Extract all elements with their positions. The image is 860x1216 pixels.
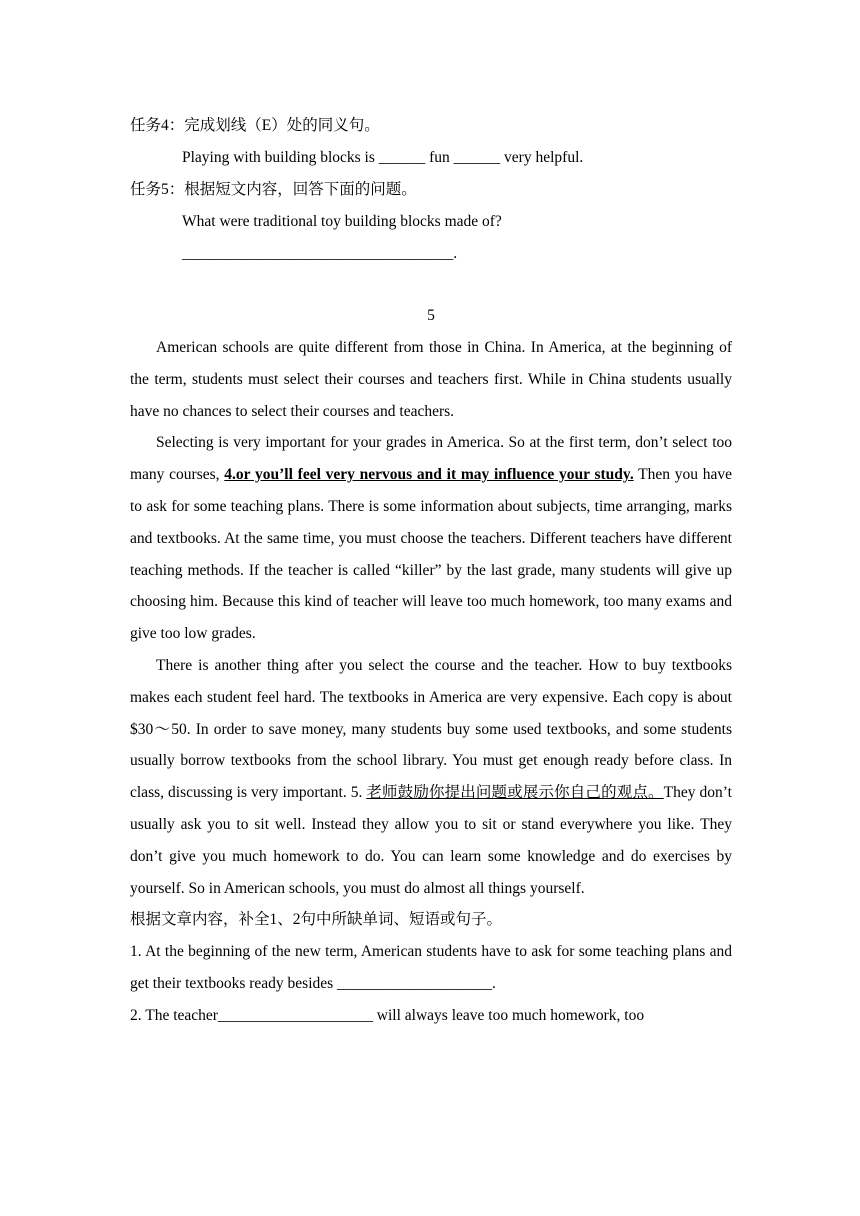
paragraph-3-text-a: There is another thing after you select the course and the teacher. How to buy textbooks makes each student feel hard. The textbooks in America are very expensive. Each copy is about $30～50. In order to save money, many students buy some used textbooks, and some students usually borrow textbooks from the school library. You must get enough ready before class. In class, discussing is very important. 5. bbox=[130, 656, 732, 802]
task5-question: What were traditional toy building blocks made of? bbox=[182, 213, 502, 230]
task4-heading: 任务4：完成划线（E）处的同义句。 bbox=[130, 117, 380, 134]
task5-answer-line: ___________________________________. bbox=[182, 245, 458, 262]
underlined-sentence-4: 4.or you’ll feel very nervous and it may influence your study. bbox=[224, 466, 634, 484]
underlined-sentence-5: 老师鼓励你提出问题或展示你自己的观点。 bbox=[366, 784, 664, 802]
paragraph-2-text-a: Selecting is very important for your grades in America. So at the first term, don’t select too many courses, bbox=[130, 434, 732, 484]
exercise-instruction: 根据文章内容，补全1、2句中所缺单词、短语或句子。 bbox=[130, 911, 503, 929]
passage-paragraph-2 bbox=[130, 427, 732, 650]
document-page bbox=[130, 110, 732, 1032]
passage-number: 5 bbox=[427, 307, 435, 324]
passage-paragraph-1: American schools are quite different from those in China. In America, at the beginning of the term, students must select their courses and teachers first. While in China students usually have no chances to select their courses and teachers. bbox=[130, 339, 732, 420]
exercise-question-1: 1. At the beginning of the new term, American students have to ask for some teaching plans and get their textbooks ready besides ____________________. bbox=[130, 943, 732, 992]
paragraph-3-text-b: They don’t usually ask you to sit well. Instead they allow you to sit or stand everywhere you like. They don’t give you much homework to do. You can learn some knowledge and do exercises by yourself. So in American schools, you must do almost all things yourself. bbox=[130, 784, 732, 897]
exercise-question-2: 2. The teacher____________________ will always leave too much homework, too bbox=[130, 1006, 645, 1024]
paragraph-2-text-b: Then you have to ask for some teaching plans. There is some information about subjects, time arranging, marks and textbooks. At the same time, you must choose the teachers. Different teachers have different teaching methods. If the teacher is called “killer” by the last grade, many students will give up choosing him. Because this kind of teacher will leave too much homework, too many exams and give too low grades. bbox=[130, 466, 733, 643]
task5-heading: 任务5：根据短文内容，回答下面的问题。 bbox=[130, 181, 417, 198]
passage-paragraph-3 bbox=[130, 650, 732, 904]
task4-sentence: Playing with building blocks is ______ fun ______ very helpful. bbox=[182, 149, 584, 166]
